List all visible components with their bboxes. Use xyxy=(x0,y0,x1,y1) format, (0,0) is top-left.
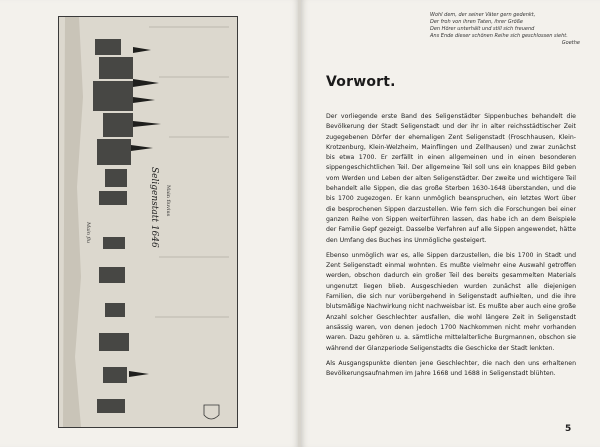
river-label: Main flu xyxy=(85,222,91,244)
page-heading: Vorwort. xyxy=(326,74,396,90)
paragraph: Der vorliegende erste Band des Seligenstädter Sippenbuches behandelt die Bevölkerung der Stadt Seligenstadt und der ihr in alter reichsstädtischer Zeit zugegebenen Dörfer der ehemaligen Zent Seligenstadt (Froschhausen, Klein-Krotzenburg, Klein-Welzheim, Mainflingen und Zellhausen) und zwar zunächst bis etwa 1700. Er zerfällt in einen allgemeinen und in einen besonderen sippengeschichtlichen Teil. Der allgemeine Teil soll uns ein knappes Bild geben vom Werden und Leben der alten Seligenstädter. Der zweite und wichtigere Teil behandelt alle Sippen, die das große Sterben 1630-1648 überstanden, und die bis 1700 zugezogen. Er kann unmöglich beanspruchen, ein letztes Wort über die besprochenen Sippen darzustellen. Wie fern sich die Forschungen bei einer ganzen Reihe von Sippen weiterführen lassen, das habe ich an dem Beispiele der Familie Gepf gezeigt. Dasselbe Verfahren auf alle Sippen angewendet, hätte den Umfang des Buches ins Unmögliche gesteigert. xyxy=(326,113,576,244)
paragraph: Ebenso unmöglich war es, alle Sippen darzustellen, die bis 1700 in Stadt und Zent Seligenstadt einmal wohnten. Es mußte vielmehr eine Auswahl getroffen werden, obschon dadurch ein großer Teil des bereits gesammelten Materials ungenutzt liegen blieb. Ausgeschieden wurden zunächst alle diejenigen Familien, die sich nur vorübergehend in Seligenstadt aufhielten, und die ihre blutsmäßige Nachwirkung nicht nachweisbar ist. Es mußte aber auch eine große Anzahl solcher Geschlechter ausfallen, die wohl längere Zeit in Seligenstadt ansässig waren, von denen jedoch 1700 Nachkommen nicht mehr vorhanden waren. Dazu gehören u. a. sämtliche mittelalterliche Burgmannen, obschon sie während der Glanzperiode Seligenstadts die Geschicke der Stadt lenkten. xyxy=(326,251,576,352)
motto-line: Ans Ende dieser schönen Reihe sich geschlossen sieht. xyxy=(430,33,568,39)
engraving-plate xyxy=(58,16,238,428)
plate-caption: Seligenstatt 1646 xyxy=(149,167,159,248)
motto-author: Goethe xyxy=(561,40,580,46)
paragraph: Als Ausgangspunkte dienten jene Geschlechter, die nach den uns erhaltenen Bevölkerungsaufnahmen im Jahre 1668 und 1688 in Seligenstadt blühten. xyxy=(326,359,576,378)
preface-body xyxy=(326,112,576,384)
goethe-motto xyxy=(430,12,580,47)
motto-line: Den Hörer unterhält und still sich freuend xyxy=(430,26,535,32)
page-number: 5 xyxy=(565,424,572,434)
motto-line: Der froh von ihren Taten, ihrer Größe xyxy=(430,19,523,25)
left-page xyxy=(0,0,299,447)
motto-line: Wohl dem, der seiner Väter gern gedenkt, xyxy=(430,12,536,18)
plate-subcaption: Main fluvius xyxy=(165,185,171,217)
